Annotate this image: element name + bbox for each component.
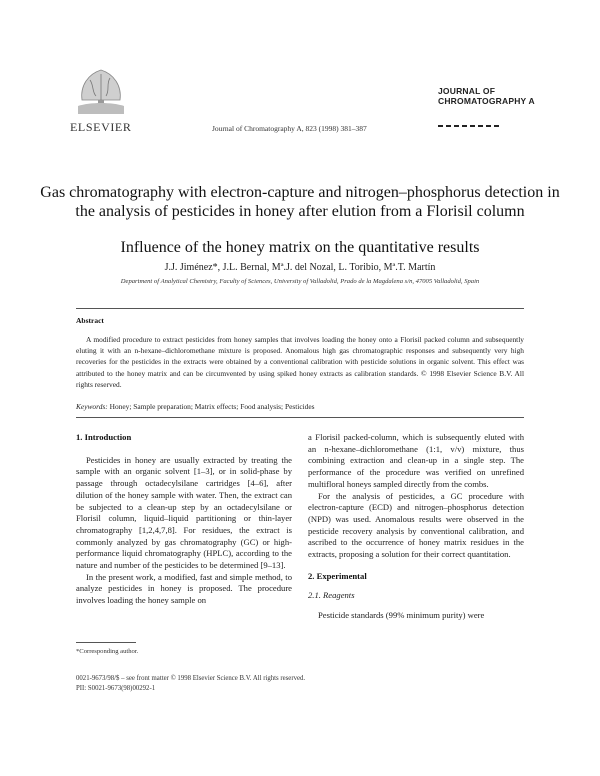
front-matter bbox=[76, 674, 305, 694]
keywords-label: Keywords: bbox=[76, 402, 108, 411]
abstract-text: A modified procedure to extract pesticides from honey samples that involves loading the honey onto a Florisil packed column and subsequently eluting it with an n-hexane–dichloromethane mixture is proposed. Anomalous high gas chromatographic responses and subsequently very high recoveries for the pesticides in the extracts were obtained by a conventional calibration with pesticide solutions in organic solvent. This effect was attributed to the honey matrix and can be circumvented by using spiked honey extracts as calibration standards. © 1998 Elsevier Science B.V. All rights reserved. bbox=[76, 335, 524, 389]
paragraph: Pesticides in honey are usually extracted by treating the sample with an organic solvent [1–3], or in solid-phase by passage through octadecylsilane cartridges [4–6], after dilution of the honey sample with water. Then, the extract can be subjected to a clean-up step by an octadecylsilane or Florisil column, liquid–liquid partitioning or thin-layer chromatography [1,2,4,7,8]. For residues, the extract is commonly analyzed by gas chromatography (GC) or high-performance liquid chromatography (HPLC), according to the nature and number of the pesticides to be determined [9–13]. bbox=[76, 454, 292, 571]
keywords-line bbox=[76, 402, 315, 411]
abstract-top-rule bbox=[76, 308, 524, 309]
abstract-bottom-rule bbox=[76, 417, 524, 418]
pii-line: PII: S0021-9673(98)00292-1 bbox=[76, 685, 156, 692]
keywords-list: Honey; Sample preparation; Matrix effects; Food analysis; Pesticides bbox=[109, 402, 315, 411]
article-authors: J.J. Jiménez*, J.L. Bernal, Mª.J. del Nozal, L. Toribio, Mª.T. Martín bbox=[164, 262, 436, 273]
journal-name-line-1: JOURNAL OF bbox=[438, 86, 496, 96]
author-affiliation: Department of Analytical Chemistry, Faculty of Sciences, University of Valladolid, Prado de la Magdalena s/n, 47005 Valladolid, Spain bbox=[120, 278, 480, 285]
paragraph: In the present work, a modified, fast and simple method, to analyze pesticides in honey is proposed. The procedure involves loading the honey sample on bbox=[76, 571, 292, 606]
article-title: Gas chromatography with electron-capture and nitrogen–phosphorus detection in the analysis of pesticides in honey after elution from a Florisil column bbox=[40, 184, 560, 220]
section-heading-introduction: 1. Introduction bbox=[76, 432, 132, 442]
paragraph: For the analysis of pesticides, a GC procedure with electron-capture (ECD) and nitrogen–phosphorus detection (NPD) was used. Anomalous results were observed in the pesticide recovery analysis by conventional calibration, and ascribed to the occurrence of honey matrix residues in the extracts, proposing a solution for their correct quantitation. bbox=[308, 490, 524, 560]
section-heading-experimental: 2. Experimental bbox=[308, 570, 367, 581]
right-column bbox=[308, 432, 524, 622]
article-subtitle: Influence of the honey matrix on the quantitative results bbox=[120, 239, 480, 256]
abstract-heading: Abstract bbox=[76, 316, 104, 325]
publisher-name: ELSEVIER bbox=[70, 120, 132, 134]
subsection-heading-reagents: 2.1. Reagents bbox=[308, 590, 355, 601]
journal-decor-bar bbox=[438, 125, 500, 127]
journal-citation: Journal of Chromatography A, 823 (1998) 381–387 bbox=[212, 124, 367, 133]
issn-line: 0021-9673/98/$ – see front matter © 1998 Elsevier Science B.V. All rights reserved. bbox=[76, 675, 306, 682]
paragraph: a Florisil packed-column, which is subsequently eluted with an n-hexane–dichloromethane (1:1, v/v) mixture, thus combining extraction and clean-up in a single step. The performance of the procedure was verified on unrefined multifloral honeys sampled directly from the combs. bbox=[308, 432, 524, 489]
footnote-rule bbox=[76, 642, 136, 643]
corresponding-author-note: *Corresponding author. bbox=[76, 648, 139, 655]
left-column bbox=[76, 432, 292, 607]
elsevier-logo-icon bbox=[70, 66, 132, 118]
paragraph: Pesticide standards (99% minimum purity) were bbox=[318, 610, 485, 621]
journal-name bbox=[438, 86, 535, 106]
journal-name-line-2: CHROMATOGRAPHY A bbox=[438, 96, 535, 106]
